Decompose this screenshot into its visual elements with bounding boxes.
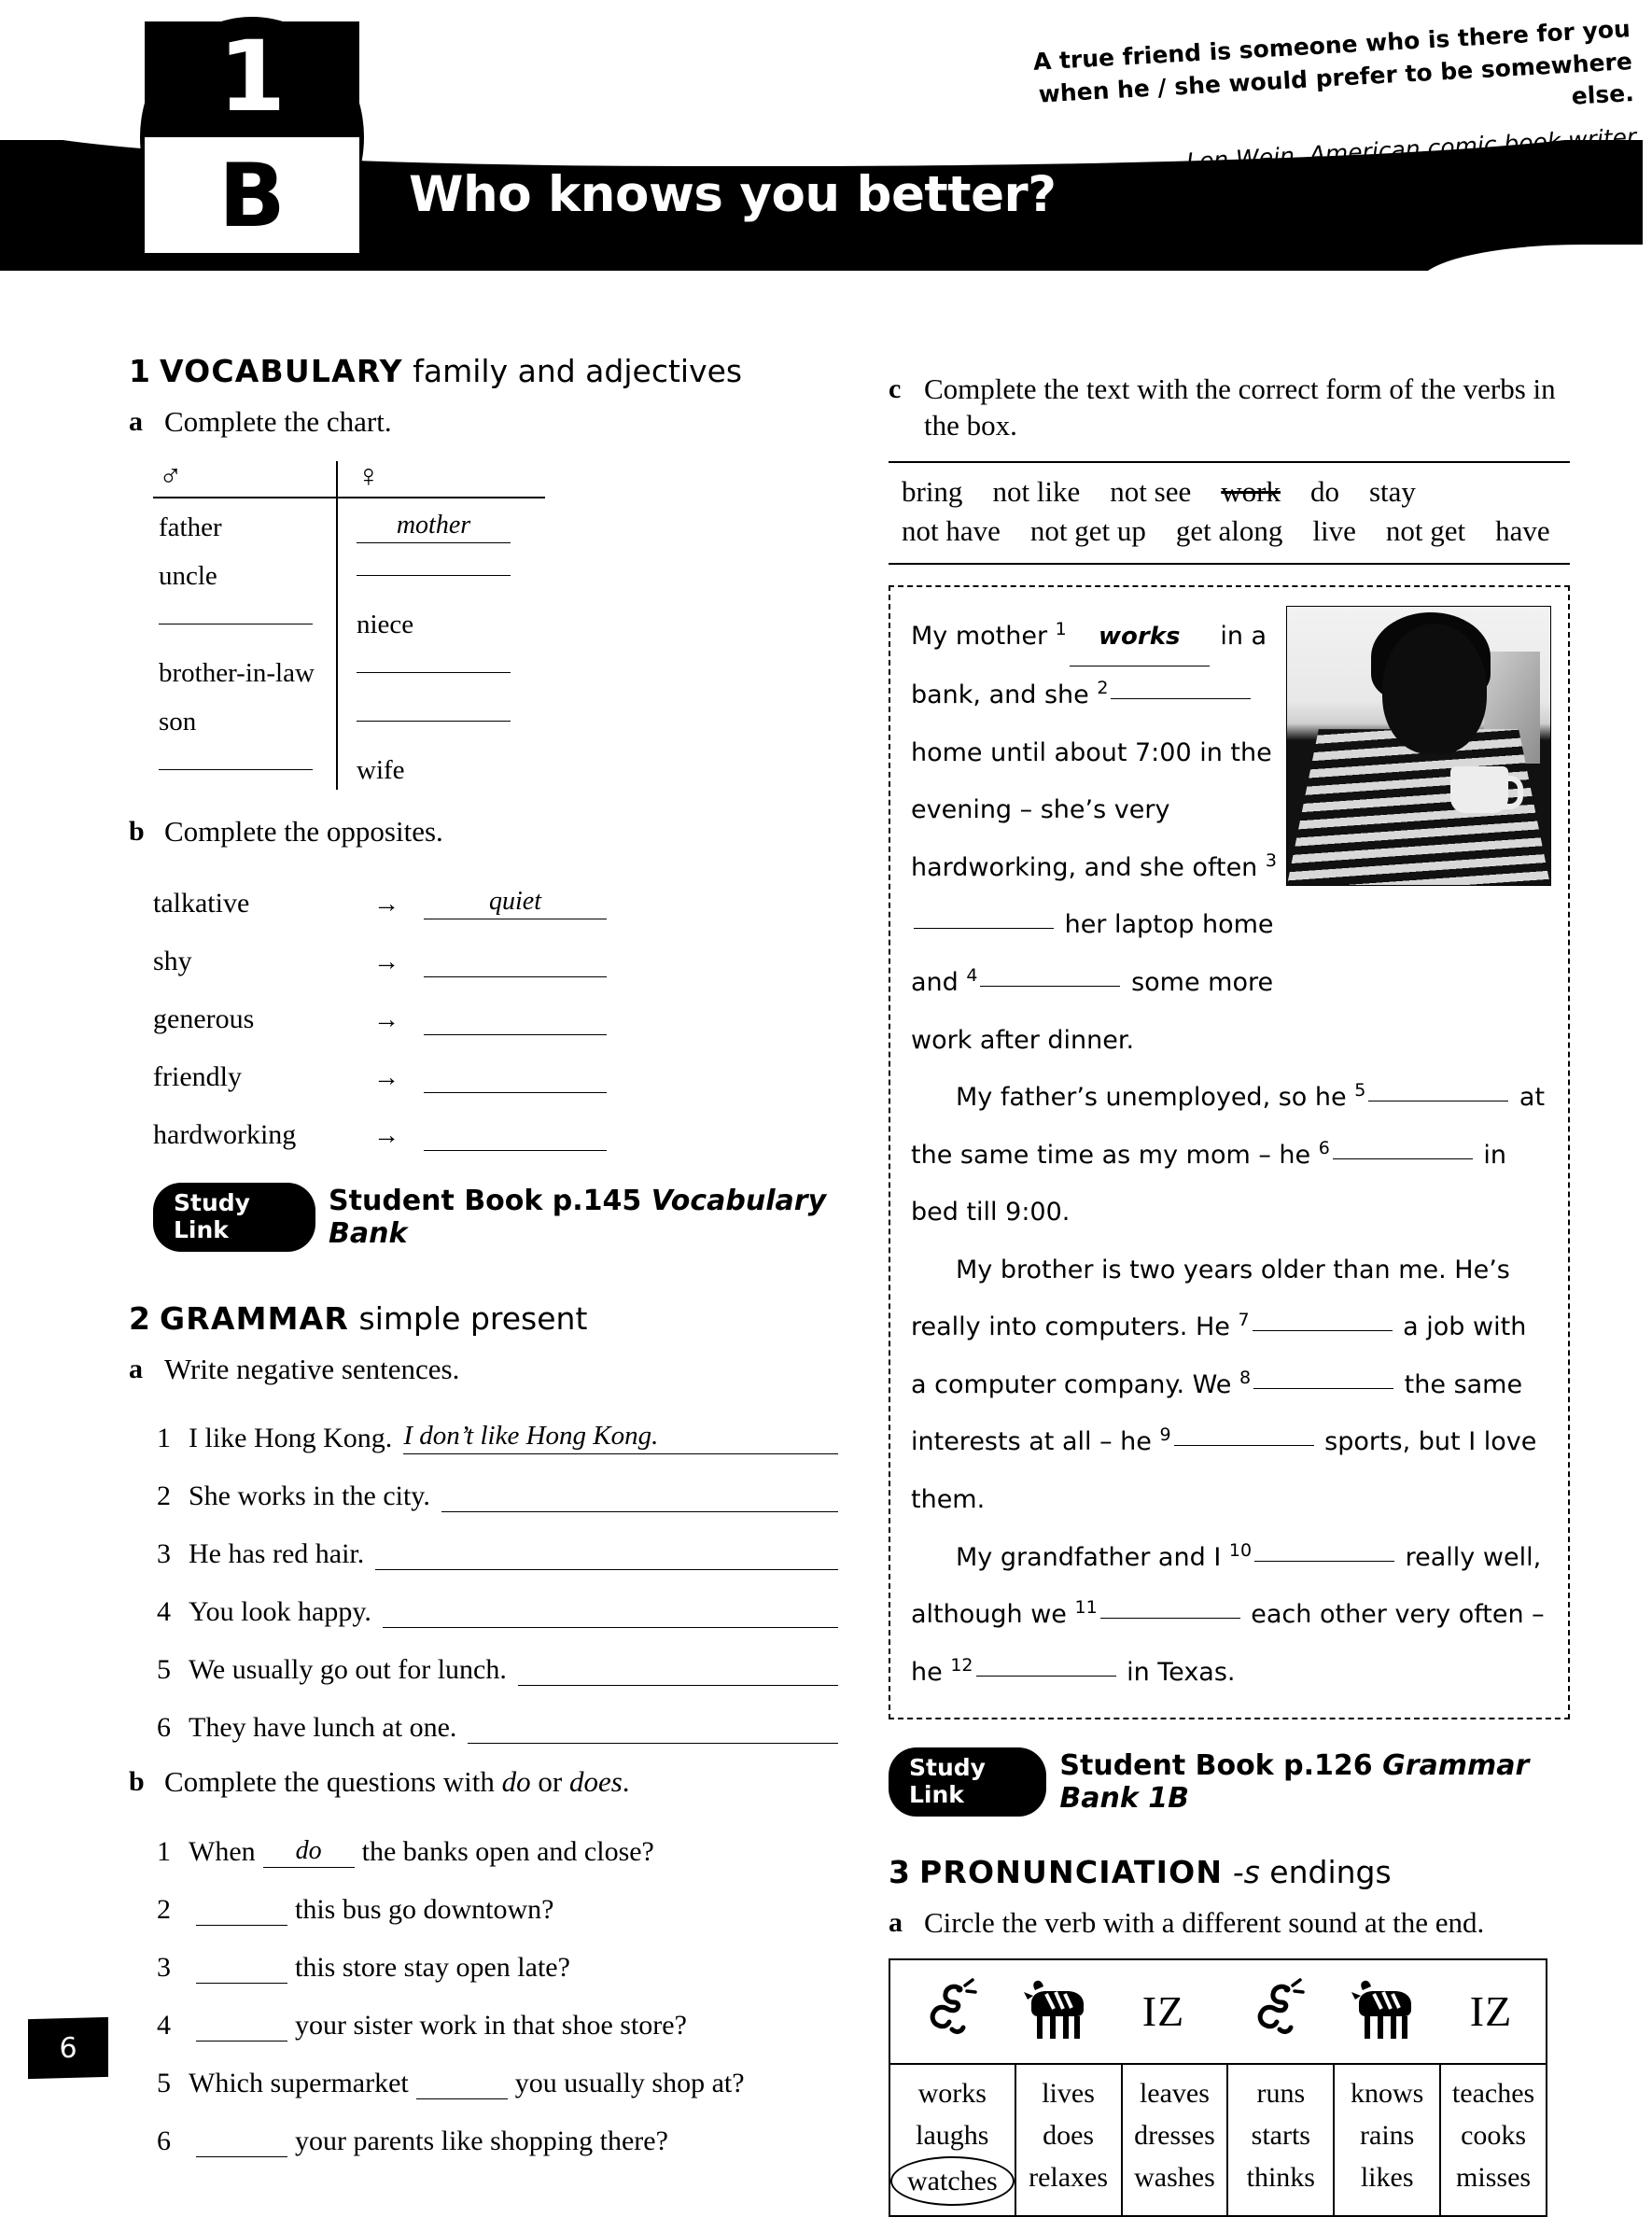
text-seg: at the same time as my mom – he xyxy=(911,1083,1546,1170)
iz-label: IZ xyxy=(1469,1987,1513,2036)
chart-row xyxy=(153,498,545,547)
sentence-row xyxy=(157,1396,838,1454)
text-seg: really well, although we xyxy=(911,1542,1542,1630)
pron-word[interactable]: does xyxy=(1043,2119,1095,2151)
opposite-answer[interactable] xyxy=(424,1007,607,1035)
text-seg: My father’s unemployed, so he xyxy=(956,1083,1355,1113)
pron-word[interactable]: cooks xyxy=(1461,2119,1527,2151)
unit-number: 1 xyxy=(145,21,359,137)
item-number: 4 xyxy=(157,1596,171,1628)
male-symbol-icon: ♂ xyxy=(159,458,183,494)
circled-answer[interactable]: watches xyxy=(890,2156,1015,2206)
chart-cell-male[interactable] xyxy=(153,755,336,790)
question-after: the banks open and close? xyxy=(361,1836,654,1867)
do-does-questions-list xyxy=(157,1810,838,2157)
study-link-book: Student Book p.126 xyxy=(1059,1749,1383,1783)
reading-paragraph-4 xyxy=(911,1529,1549,1702)
study-link-vocabulary[interactable] xyxy=(153,1183,838,1252)
question-blank[interactable] xyxy=(416,2098,508,2099)
sentence-row xyxy=(157,1686,838,1744)
task-2a-instruction: Write negative sentences. xyxy=(164,1352,460,1385)
gap-number-2: 2 xyxy=(1097,678,1109,699)
arrow-icon: → xyxy=(373,947,399,976)
gap-number-9: 9 xyxy=(1159,1424,1171,1446)
arrow-icon: → xyxy=(373,1004,399,1034)
chart-cell-female[interactable] xyxy=(336,658,519,693)
gap-3[interactable] xyxy=(914,928,1054,929)
word-box-row-2 xyxy=(902,512,1557,552)
arrow-icon: → xyxy=(373,1120,399,1150)
sentence-row xyxy=(157,1570,838,1628)
pron-word[interactable]: leaves xyxy=(1139,2077,1210,2109)
instruction-mid: or xyxy=(530,1765,569,1799)
task-1c-instruction: Complete the text with the correct form of the verbs in the box. xyxy=(924,372,1556,442)
item-prompt: They have lunch at one. xyxy=(189,1712,457,1744)
opposite-row xyxy=(153,1035,838,1093)
chart-answer[interactable]: mother xyxy=(357,511,511,543)
snake-icon xyxy=(890,1960,1000,2063)
opposite-row xyxy=(153,862,838,919)
study-link-grammar[interactable] xyxy=(889,1747,1570,1817)
arrow-icon: → xyxy=(373,1062,399,1092)
item-number: 2 xyxy=(157,1894,171,1925)
opposite-word: talkative xyxy=(153,887,250,919)
gap-2[interactable] xyxy=(1111,698,1251,699)
gap-9[interactable] xyxy=(1174,1445,1314,1446)
opposite-word: friendly xyxy=(153,1060,242,1092)
pron-column-5 xyxy=(1333,2065,1439,2215)
question-after: your sister work in that shoe store? xyxy=(295,2010,687,2041)
pronunciation-table xyxy=(889,1958,1547,2217)
pron-word[interactable]: works xyxy=(917,2077,987,2109)
task-1b xyxy=(129,814,838,850)
task-1a xyxy=(129,404,838,441)
gap-12[interactable] xyxy=(976,1676,1116,1677)
chart-cell-male[interactable] xyxy=(153,610,336,644)
chart-cell-male: father xyxy=(159,512,222,542)
mother-photo xyxy=(1286,606,1551,886)
study-link-italic: Vocabulary Bank xyxy=(329,1184,827,1250)
reading-paragraph-3 xyxy=(911,1242,1549,1529)
pron-word[interactable]: lives xyxy=(1042,2077,1095,2109)
snake-icon xyxy=(1218,1960,1327,2063)
question-row xyxy=(157,1984,838,2042)
sentence-row xyxy=(157,1628,838,1686)
task-2b-instruction xyxy=(164,1764,838,1801)
text-seg: each other very often – he xyxy=(911,1600,1545,1687)
section-3-number: 3 xyxy=(889,1854,910,1891)
section-2-name: GRAMMAR xyxy=(159,1299,350,1337)
section-3-subtitle: endings xyxy=(1259,1854,1392,1891)
left-column xyxy=(129,353,838,2157)
item-number: 5 xyxy=(157,1654,171,1686)
verb-word-box xyxy=(889,461,1570,566)
chart-row xyxy=(153,644,545,693)
task-3a-instruction: Circle the verb with a different sound at the end. xyxy=(924,1906,1485,1940)
negative-sentences-list xyxy=(157,1396,838,1744)
chart-row xyxy=(153,596,545,644)
item-prompt: I like Hong Kong. xyxy=(189,1423,393,1454)
question-after: this store stay open late? xyxy=(295,1952,570,1983)
sentence-row xyxy=(157,1512,838,1570)
family-chart xyxy=(153,458,545,790)
task-1b-letter: b xyxy=(129,815,145,847)
question-before: When xyxy=(189,1836,256,1867)
gap-number-10: 10 xyxy=(1228,1539,1253,1561)
word-bring[interactable]: bring xyxy=(902,474,963,508)
study-link-italic: Grammar Bank 1B xyxy=(1059,1749,1530,1816)
word-not-like[interactable]: not like xyxy=(992,474,1081,508)
quote-attribution: Len Wein, American comic book writer xyxy=(1185,122,1637,175)
question-row xyxy=(157,1868,838,1926)
chart-header-row xyxy=(153,458,545,498)
text-seg: some more work after dinner. xyxy=(911,968,1274,1055)
text-seg: My grandfather and I xyxy=(956,1542,1229,1572)
photo-head xyxy=(1382,624,1487,754)
instruction-pre: Complete the questions with xyxy=(164,1765,502,1799)
question-row xyxy=(157,1926,838,1984)
text-seg: in a bank, and she xyxy=(911,622,1267,710)
pron-word[interactable]: knows xyxy=(1351,2077,1424,2109)
section-1-heading xyxy=(129,353,838,389)
sentence-row xyxy=(157,1454,838,1512)
item-number: 3 xyxy=(157,1538,171,1570)
pron-column-6 xyxy=(1439,2065,1546,2215)
chart-blank[interactable] xyxy=(357,672,511,673)
item-prompt: She works in the city. xyxy=(189,1480,430,1512)
chart-row xyxy=(153,741,545,790)
pron-word[interactable]: rains xyxy=(1360,2119,1415,2151)
word-stay[interactable]: stay xyxy=(1368,474,1416,508)
text-seg: home until about 7:00 in the evening – she’s very hardworking, and she often xyxy=(911,737,1272,882)
text-seg: in bed till 9:00. xyxy=(911,1140,1507,1228)
instruction-end: . xyxy=(622,1765,630,1799)
text-seg: the same interests at all – he xyxy=(911,1369,1523,1457)
gap-number-8: 8 xyxy=(1239,1367,1252,1388)
task-1c xyxy=(889,372,1570,444)
gap-number-6: 6 xyxy=(1318,1137,1330,1158)
opposite-row xyxy=(153,919,838,977)
chart-cell-female[interactable] xyxy=(336,707,519,741)
section-2-heading xyxy=(129,1300,838,1337)
item-answer[interactable] xyxy=(383,1598,838,1628)
gap-number-1: 1 xyxy=(1055,619,1067,640)
item-answer[interactable]: I don’t like Hong Kong. xyxy=(403,1421,838,1454)
question-blank[interactable]: do xyxy=(263,1836,355,1868)
task-2a xyxy=(129,1352,838,1388)
pron-column-2 xyxy=(1015,2065,1121,2215)
pron-word[interactable]: runs xyxy=(1256,2077,1306,2109)
section-1-number: 1 xyxy=(129,353,150,389)
task-3a xyxy=(889,1905,1570,1942)
item-number: 2 xyxy=(157,1480,171,1512)
task-2a-letter: a xyxy=(129,1353,143,1384)
item-number: 4 xyxy=(157,2010,171,2041)
gap-number-7: 7 xyxy=(1238,1310,1250,1331)
pron-word[interactable]: relaxes xyxy=(1029,2161,1109,2193)
pron-word[interactable]: laughs xyxy=(916,2119,989,2151)
word-not-get-up[interactable]: not get up xyxy=(1029,514,1146,548)
unit-badge xyxy=(140,17,364,258)
task-1b-instruction: Complete the opposites. xyxy=(164,814,443,848)
gap-11[interactable] xyxy=(1100,1618,1240,1619)
opposites-list xyxy=(153,862,838,1151)
item-number: 6 xyxy=(157,1712,171,1744)
reading-gapfill-box xyxy=(889,585,1570,1719)
study-link-badge: Study Link xyxy=(153,1183,315,1252)
chart-cell-female[interactable] xyxy=(336,561,519,596)
pron-word[interactable]: thinks xyxy=(1246,2161,1315,2193)
pron-word[interactable]: starts xyxy=(1251,2119,1310,2151)
study-link-book: Student Book p.145 xyxy=(329,1184,651,1217)
word-get-along[interactable]: get along xyxy=(1175,514,1283,548)
study-link-text xyxy=(1059,1749,1570,1815)
text-seg: her laptop home and xyxy=(911,910,1274,998)
reading-paragraph-2 xyxy=(911,1069,1549,1242)
item-number: 1 xyxy=(157,1836,171,1867)
question-row xyxy=(157,2099,838,2157)
opposite-answer[interactable] xyxy=(424,1123,607,1151)
zebra-icon xyxy=(1327,1960,1436,2063)
task-2b-letter: b xyxy=(129,1766,145,1798)
section-2-subtitle: simple present xyxy=(358,1299,588,1337)
question-before: Which supermarket xyxy=(189,2068,409,2098)
female-symbol-icon: ♀ xyxy=(357,458,381,494)
gap-8[interactable] xyxy=(1253,1388,1393,1389)
section-1-subtitle: family and adjectives xyxy=(413,353,743,389)
item-answer[interactable] xyxy=(375,1540,838,1570)
question-row xyxy=(157,2042,838,2099)
opposite-word: shy xyxy=(153,945,192,976)
pron-word[interactable]: likes xyxy=(1360,2161,1414,2193)
gap-10[interactable] xyxy=(1254,1561,1394,1562)
text-seg: My mother xyxy=(911,622,1056,652)
page-title: Who knows you better? xyxy=(409,166,1057,223)
zebra-icon xyxy=(1000,1960,1109,2063)
gap-7[interactable] xyxy=(1253,1330,1393,1331)
unit-letter: B xyxy=(145,137,359,253)
reading-paragraph-1 xyxy=(911,608,1312,1069)
chart-cell-female[interactable] xyxy=(336,510,519,547)
word-not-have[interactable]: not have xyxy=(902,514,1001,548)
arrow-icon: → xyxy=(373,889,399,919)
pron-word[interactable]: misses xyxy=(1456,2161,1532,2193)
word-have[interactable]: have xyxy=(1495,514,1550,548)
item-number: 6 xyxy=(157,2126,171,2156)
right-column xyxy=(889,364,1570,2217)
instruction-does: does xyxy=(568,1765,623,1799)
text-seg: My brother is two years older than me. He’s really into computers. He xyxy=(911,1255,1510,1342)
item-number: 5 xyxy=(157,2068,171,2098)
section-1-name: VOCABULARY xyxy=(159,353,403,389)
pron-word[interactable]: teaches xyxy=(1451,2077,1535,2109)
question-after: your parents like shopping there? xyxy=(295,2126,668,2156)
item-answer[interactable] xyxy=(518,1656,838,1686)
chart-row xyxy=(153,693,545,741)
chart-cell-female: niece xyxy=(357,609,414,639)
word-box-row-1 xyxy=(902,472,1557,512)
item-number: 3 xyxy=(157,1952,171,1983)
item-prompt: You look happy. xyxy=(189,1596,371,1628)
task-1a-letter: a xyxy=(129,406,143,437)
chart-cell-male: uncle xyxy=(159,560,217,591)
section-3-name: PRONUNCIATION xyxy=(918,1854,1224,1891)
quote-text: A true friend is someone who is there for you when he / she would prefer to be somewhere else. xyxy=(1032,15,1635,110)
opposite-answer[interactable] xyxy=(424,949,607,977)
iz-label: IZ xyxy=(1141,1987,1185,2036)
section-3-heading xyxy=(889,1854,1570,1890)
word-do[interactable]: do xyxy=(1309,474,1339,508)
pronunciation-words-row xyxy=(890,2065,1546,2215)
text-seg: a job with a computer company. We xyxy=(911,1312,1527,1399)
gap-number-4: 4 xyxy=(966,965,978,987)
gap-number-3: 3 xyxy=(1265,849,1277,871)
question-blank[interactable] xyxy=(196,1924,287,1926)
opposite-word: hardworking xyxy=(153,1118,297,1150)
study-link-badge: Study Link xyxy=(889,1747,1046,1817)
item-prompt: He has red hair. xyxy=(189,1538,365,1570)
text-seg: sports, but I love them. xyxy=(911,1427,1537,1514)
chart-blank[interactable] xyxy=(357,575,511,576)
opposite-word: generous xyxy=(153,1003,255,1034)
chart-divider xyxy=(336,461,338,790)
section-3-subtitle-italic: -s xyxy=(1232,1854,1260,1891)
pron-word-selected[interactable] xyxy=(890,2156,1015,2206)
question-after: this bus go downtown? xyxy=(295,1894,554,1925)
photo-cup xyxy=(1450,766,1508,813)
question-blank[interactable] xyxy=(196,2155,287,2157)
gap-number-5: 5 xyxy=(1354,1080,1366,1101)
chart-cell-male: brother-in-law xyxy=(159,657,315,688)
instruction-do: do xyxy=(501,1765,531,1799)
study-link-text xyxy=(329,1185,838,1250)
question-row xyxy=(157,1810,838,1868)
question-after: you usually shop at? xyxy=(514,2068,745,2098)
pron-word[interactable]: washes xyxy=(1134,2161,1215,2193)
chart-row xyxy=(153,547,545,596)
pron-word[interactable]: dresses xyxy=(1134,2119,1215,2151)
section-2-number: 2 xyxy=(129,1299,150,1337)
chart-blank[interactable] xyxy=(159,769,313,770)
task-2b xyxy=(129,1764,838,1801)
chart-cell-male: son xyxy=(159,706,197,737)
item-number: 1 xyxy=(157,1423,171,1454)
gap-4[interactable] xyxy=(980,986,1120,987)
item-prompt: We usually go out for lunch. xyxy=(189,1654,507,1686)
pron-column-3 xyxy=(1121,2065,1227,2215)
chart-blank[interactable] xyxy=(357,721,511,722)
text-seg: in Texas. xyxy=(1118,1657,1236,1687)
opposite-row xyxy=(153,977,838,1035)
pron-column-4 xyxy=(1226,2065,1333,2215)
opposite-answer[interactable]: quiet xyxy=(424,887,607,919)
pronunciation-icon-row xyxy=(890,1960,1546,2065)
chart-cell-female: wife xyxy=(357,754,405,785)
item-answer[interactable] xyxy=(441,1482,838,1512)
gap-number-12: 12 xyxy=(950,1654,973,1676)
opposite-answer[interactable] xyxy=(424,1065,607,1093)
gap-1-answer[interactable]: works xyxy=(1070,610,1210,667)
question-blank[interactable] xyxy=(196,1982,287,1984)
task-1a-instruction: Complete the chart. xyxy=(164,405,392,438)
task-3a-letter: a xyxy=(889,1907,903,1939)
word-work-struck[interactable]: work xyxy=(1221,474,1281,508)
question-blank[interactable] xyxy=(196,2040,287,2042)
word-not-see[interactable]: not see xyxy=(1110,474,1192,508)
gap-6[interactable] xyxy=(1333,1158,1473,1159)
word-not-get[interactable]: not get xyxy=(1385,514,1466,548)
gap-number-11: 11 xyxy=(1074,1597,1098,1619)
page-number: 6 xyxy=(28,2017,108,2079)
pron-column-1 xyxy=(890,2065,1015,2215)
item-answer[interactable] xyxy=(468,1714,838,1744)
task-1c-letter: c xyxy=(889,373,902,404)
opposite-row xyxy=(153,1093,838,1151)
word-live[interactable]: live xyxy=(1312,514,1356,548)
